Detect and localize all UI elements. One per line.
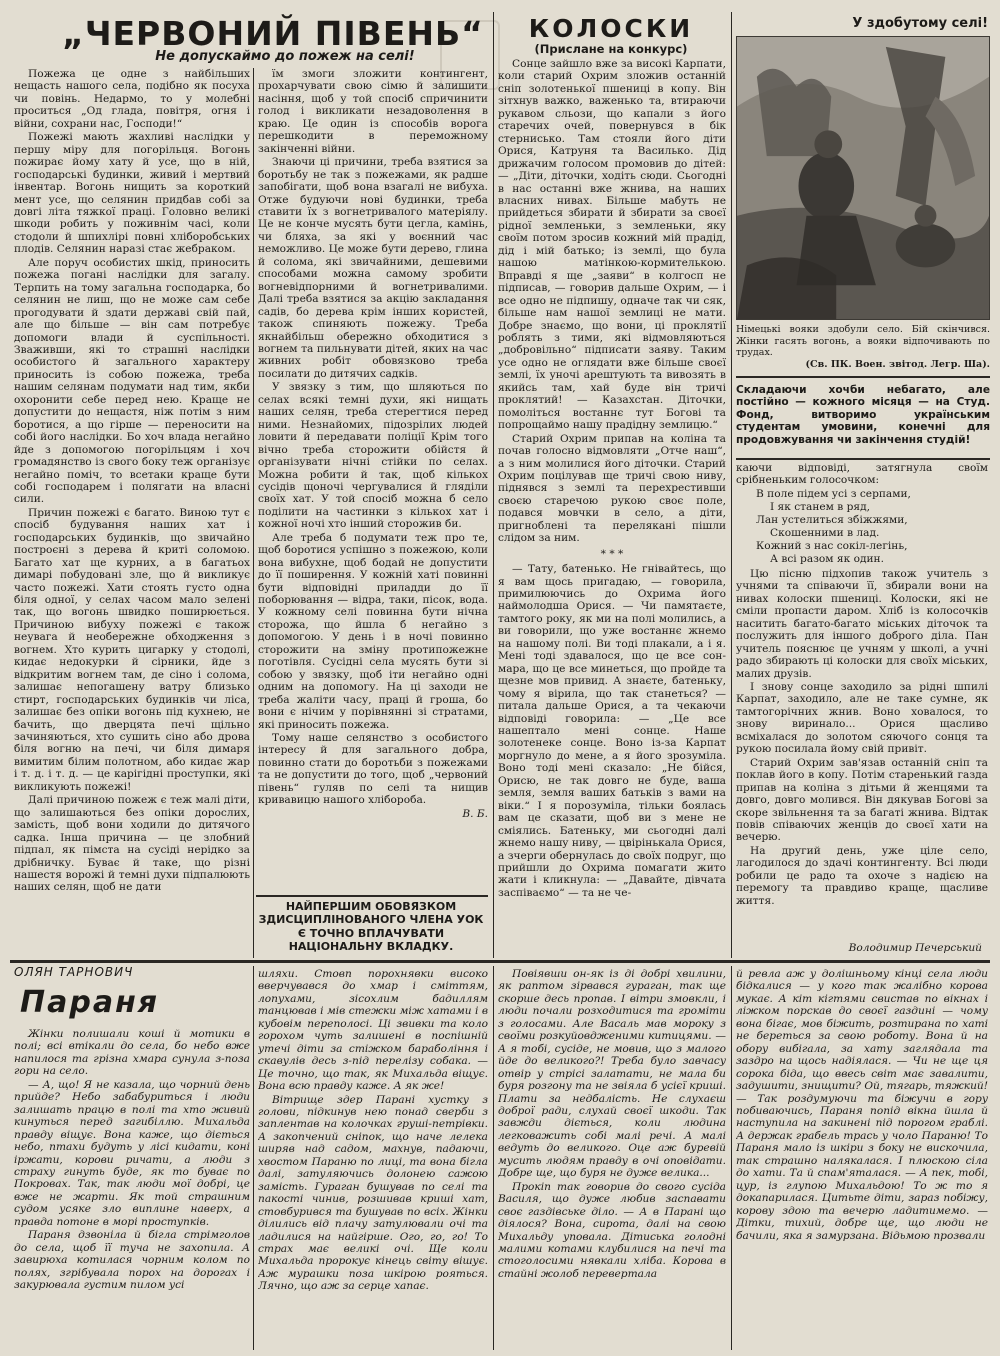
paragraph: Параня дзвоніла й бігла стрімголов до села, щоб її туча не захопила. А завирюха котилася чорним колом по полях, згрібувала порох на дорогах і закурювала густим пилом усі xyxy=(14,1229,250,1292)
paragraph: — А, що! Я не казала, що чорний день прийде? Небо забабуриться і люди залишать працю в полі та хто живий кинуться перед загибіллю. Михальда правду віщує. Вона каже, що діється небо, птахи будуть у лісі кидати, коні іржати, корови ричати, а люди з страху гинуть буде, як то буває по Покровах. Так, так люди мої добрі, це вже не жарти. Як той страшним судом усяке зло виплине наверх, а правда потоне в морі проступків. xyxy=(14,1078,250,1228)
duty-notice: НАЙПЕРШИМ ОБОВЯЗКОМ ЗДИСЦИПЛІНОВАНОГО ЧЛЕНА УОК Є ТОЧНО ВПЛАЧУВАТИ НАЦІОНАЛЬНУ ВКЛАДКУ. xyxy=(258,900,484,954)
parania-column-2 xyxy=(258,968,488,1348)
verse-line: Кожний з нас сокіл-легінь, xyxy=(756,539,908,552)
paragraph: Повіявши он-як із ді добрі хвилини, як раптом зірвався гураган, так ще скорше десь пропав. І вітри змовкли, і люди почали розходитися та громіти з голосами. Але Васаль мав мороку з своїми розкуйовдженими китицями. — А я тобі, сусіде, не мовив, що з малого йде до великого?! Треба було завчасу отвір у стрісі залатати, не мала би буря розгону та не звіяла б усієї криші. Плати за недбалість. Не слухаєш доброї ради, слухай своєї шкоди. Так завжди діється, коли людина легковажить собі малі речі. А малі ведуть до великого. Оце аж буревій мусить людям правду в очі оповідати. Добре ще, що буря не дуже велика... xyxy=(498,968,726,1180)
paragraph: їм змоги зложити контингент, прохарчувати свою сімю й залишити насіння, щоб у той спосіб спричинити голод і викликати незадоволення в краю. Це один із способів ворога перешкодити в переможному закінченні війни. xyxy=(258,68,488,155)
kolosky-signature: Володимир Печерський xyxy=(848,942,982,954)
column-rule xyxy=(493,966,494,1350)
village-photo-title: У здобутому селі! xyxy=(852,16,988,31)
paragraph: У звязку з тим, що шляються по селах всякі темні духи, які нищать наших селян, треба стерегтися перед ними. Незнайомих, підозрілих людей ловити й передавати поліції Крім того вічно треба сторожити обійстя й організувати нічні стійки по селах. Можна робити й так, щоб кількох сусідів щоночі чергувалися й гляділи своїх хат. У той спосіб можна б село поділити на частинки з кількох хат і кожної ночі хто інший сторожив би. xyxy=(258,381,488,531)
paragraph: Пожежі мають жахливі наслідки у першу міру для погорільця. Вогонь пожирає йому хату й усе, що в ній, господарські будинки, живий і мертвий інвентар. Вогонь нищить за короткий мент усе, що селянин придбав собі за довгі літа тяжкої праці. Головно великі шкоди робить у поживнім часі, коли стодоли й шпихлірі повні хліборобських плодів. Селянин наразі стає жебраком. xyxy=(14,131,250,256)
verse-line: В поле підем усі з серпами, xyxy=(756,487,911,500)
paragraph: Цю пісню підхопив також учитель з учнями та співаючи її, збирали вони на нивах колоски пшениці. Колоски, які не сміли пропасти даром. Хліб із колосочків наситить багато-багато міських діточок та послужить для іншого доброго діла. Пан учитель пояснює це учням у школі, а учні радо збирають ці колоски для своїх міських, малих друзів. xyxy=(736,567,988,680)
paragraph: Жінки полишали коші й мотики в полі; всі втікали до села, бо небо вже напилося та грізна хмара сунула з-поза гори на село. xyxy=(14,1028,250,1078)
parania-column-1 xyxy=(14,1028,250,1348)
kolosky-column-1 xyxy=(498,58,726,958)
paragraph: Далі причиною пожеж є теж малі діти, що залишаються без опіки дорослих, замість, щоб вони ходили до дитячого садка. Інша причина — це злобний підпал, як пімста на сусіді нерідко за дрібничку. Буває й таке, що різні нашестя ворожі й темні духи підпалюють наших селян, щоб не дати xyxy=(14,794,250,894)
paragraph: На другий день, уже ціле село, лагодилося до здачі контингенту. Всі люди робили це радо та охоче з надією на перемогу та правдиво краще, щасливе життя. xyxy=(736,844,988,907)
paragraph: Причин пожежі є багато. Виною тут є спосіб будування наших хат і господарських будинків, що звичайно построєні з дерева й криті соломою. Багато хат ще курних, а в багатьох димарі побудовані зле, що й викликує часто пожежі. Хати стоять густо одна біля одної, у селах часом мало зелені так, що вогонь швидко поширюється. Причиною вибуху пожежі є також неувага й необережне обходження з вогнем. Хто курить цигарку у стодолі, кидає недокурки й сірники, йде з відкритим вогнем там, де сіно і солома, залишає непогашену ватру близько стирт, господарських будинків чи ліса, залишає без опіки вогонь під кухнею, не бачить, що дверцята печі щільно зачиняються, хто сушить сіно або дрова біля вогню на печі, чи біля димаря вимитим білим полотном, або кидає жар і т. д. і т. д. — це карігідні проступки, які викликують пожежі! xyxy=(14,506,250,793)
paragraph: шляхи. Стовп порохнявки високо вверчувався до хмар і сміттям, лопухами, зісохлим бадиллям танцював і мів стежки між хатами і в кубовім переполосі. Ці звивки та коло горохом чуть залишені в поспішній утечі діти за стіжком барабоління і скавулів десь з-під перелізу собака. — Це точно, що так, як Михальда віщує. Вона всю правду каже. А як же! xyxy=(258,968,488,1093)
column-rule xyxy=(253,966,254,1350)
rooster-article-subtitle: Не допускаймо до пожеж на селі! xyxy=(155,49,415,64)
parania-column-4 xyxy=(736,968,988,1348)
column-rule xyxy=(253,68,254,958)
paragraph: Сонце зайшло вже за високі Карпати, коли старий Охрим зложив останній сніп золотенької пшениці в копу. Він зітхнув важко, важенько та, втираючи рукавом сльози, що капали з його старечих очей, повернувся в бік стернисько. Там стояли його діти Орися, Катруня та Василько. Дід дрижачим голосом промовив до дітей: — „Діти, діточки, ходіть сюди. Сьогодні в нас останні вже жнива, на наших власних нивах. Більше мабуть не прийдеться збирати й збирати за своєї рідної земленьки, з земленьки, яку своїм потом зросив кожний мій прадід, дід і мій батько; із землі, що була нашою матінкою-кормителькою. Вправді я ще „заяви“ в колгосп не підписав, — говорив дальше Охрим, — і все одно не підпишу, одначе так чи сяк, більше нам нашої землиці не мати. Добре знаємо, що вони, ці проклятії роблять з тими, які відмовляються „добровільно“ підписати заяву. Таким усе одно не оглядати вже більше своєї землі, їх уночі арештують та вивозять в якийсь там, хай буде він тричі проклятий! — Казахстан. Діточки, помоліться востаннє тут Богові та попрощаймо нашу прадідну землицю.“ xyxy=(498,58,726,432)
paragraph: — Тату, батенько. Не гнівайтесь, що я вам щось пригадаю, — говорила, примилюючись до Охрима його наймолодша Орися. — Чи памятаєте, тамтого року, як ми на полі молились, а ви говорили, що уже востаннє жнемо на нашому полі. Ви тоді плакали, а і я. Мені тоді здавалося, що це все сон-мара, що це все минеться, що пройде та щезне мов привид. А знаєте, батеньку, чому я вірила, що так станеться? — питала дальше Орися, а та чекаючи відповіді говорила: — „Це все нашептало мені сонце. Наше золотенеке сонце. Воно із-за Карпат моргнуло до мене, а я його зрозуміла. Воно тоді мені сказало: „Не бійся, Орисю, не так довго не буде, ваша земля, земля ваших батьків з вами на віки.“ І я порозуміла, тільки боялась вам це сказати, щоб ви з мене не сміялись. Батеньку, ми сьогодні далі жнемо нашу ниву, — цвірінькала Орися, а зчерги обернулась до своїх подруг, що прийшли до Охрима помагати жито жати і кликнула: — „Давайте, дівчата заспіваємо“ — та не че- xyxy=(498,563,726,899)
parania-title: Параня xyxy=(20,985,160,1020)
column-rule xyxy=(731,12,732,958)
parania-column-3 xyxy=(498,968,726,1348)
paragraph: Пожежа це одне з найбільших нещасть нашого села, подібно як посуха чи повінь. Недармо, то у молебні проситься „Од глада, повітря, огня і війни, сохрани нас, Господи!“ xyxy=(14,68,250,130)
war-photo xyxy=(736,36,990,320)
verse-line: І як станем в ряд, xyxy=(770,500,870,513)
war-photo-image xyxy=(737,37,989,319)
section-break: * * * xyxy=(600,547,624,560)
photo-caption xyxy=(736,324,990,370)
paragraph: Але поруч особистих шкід, приносить пожежа погані наслідки для загалу. Терпить на тому загальна господарка, бо селянин не лиш, що не може сам себе прогодувати й здати державі свій пай, але що більше — він сам потребує допомоги влади й суспільності. Зваживши, які то страшні наслідки особистого й загального характеру приносить із собою пожежа, треба нашим селянам подумати над тим, якби охоронити себе перед нею. Краще не допустити до нещастя, ніж потім з ним боротися, а що гірше — переносити на собі його наслідки. Бо хоч влада негайно йде з допомогою погорільцям і хоч громадянство із свого боку теж організує негайно поміч, то всетаки краще бути собі господарем і полягати на власні сили. xyxy=(14,256,250,506)
rooster-signature: В. Б. xyxy=(462,807,488,820)
notice-rule-top xyxy=(256,895,488,897)
notice-rule-top xyxy=(736,376,990,378)
caption-text: Німецькі вояки здобули село. Бій скінчився. Жінки гасять вогонь, а вояки відпочивають по трудах. xyxy=(736,324,990,358)
paragraph: Тому наше селянство з особистого інтересу й для загального добра, повинно стати до боротьби з пожежами та не допустити до того, щоб „червоний півень“ гуляв по селі та нищив кривавицю нашого хлібороба. xyxy=(258,732,488,807)
verse-line: А всі разом як один. xyxy=(770,552,884,565)
paragraph: Але треба б подумати теж про те, щоб боротися успішно з пожежою, коли вона вибухне, щоб бодай не допустити до її поширення. У кожній хаті повинні бути відповідні приладди до її поборювання — відра, таки, пісок, вода. У кожному селі повинна бути нічна сторожа, що йшла б негайно з допомогою. У день і в ночі повинно сторожити на зміну протипожежне поготівля. Сусідні села мусять бути зі собою у звязку, щоб іти негайно одні одним на допомогу. На ці заходи не треба жаліти часу, праці й гроша, бо вони є нічим у порівнянні зі стратами, які приносить пожежа. xyxy=(258,531,488,731)
kolosky-article-title: КОЛОСКИ xyxy=(528,14,694,43)
paragraph: каючи відповіді, затягнула своїм срібненьким голосочком: xyxy=(736,462,988,487)
paragraph: І знову сонце заходило за рідні шпилі Карпат, заходило, але не таке сумне, як тамтогорічних жнив. Воно ховалося, то знову виринало... Орися щасливо всміхалася до золотом сяючого сонця та рукою посилала йому свій привіт. xyxy=(736,680,988,756)
column-rule xyxy=(493,12,494,958)
student-fund-notice: Складаючи хочби небагато, але постійно — кожного місяця — на Студ. Фонд, витворимо українським студентам умовини, конечні для продовжування чи закінчення студій! xyxy=(736,384,990,446)
paragraph: Знаючи ці причини, треба взятися за боротьбу не так з пожежами, як радше запобігати, щоб вона взагалі не вибуха. Отже будуючи нові будинки, треба ставити їх з вогнетривалого матеріялу. Це не конче мусять бути цегла, камінь, чи бляха, за які у воєнний час неможливо. Це може бути дерево, глина й солома, які звичайними, дешевими способами можна самому зробити вогневідпорними й вогнетривалими. Далі треба взятися за акцію закладання садів, бо дерева крім інших користей, також спиняють пожежу. Треба якнайбільш обережно обходитися з вогнем та пильнувати дітей, яких на час живних робіт обовязково треба посилати до дитячих садків. xyxy=(258,156,488,380)
paragraph: Старий Охрим зав'язав останній сніп та поклав його в копу. Потім старенький газда припав на коліна з дітьми й женцями та довго, довго молився. Він дякував Богові за скоре звільнення та за багаті жнива. Відтак повів співаючих женців до своєї хати на вечерю. xyxy=(736,756,988,844)
paragraph: Вітрище здер Парані хустку з голови, підкинув нею понад сверби з заплентав на колочках груші-петрівки. А закопчений сніпок, що наче лелека ширяв над садом, махнув, падаючи, хвостом Параню по лиці, та вона бігла далі, затуляючись долонею сажою замість. Гураган бушував по селі та пакості чинив, розшивав криші хат, стовбурився та бушував по всіх. Жінки ділились від плачу затулювали очі та ладилися на найгірше. Ого, го, го! То страх має великі очі. Ще коли Михальда пророкує кінець світу вішує. Аж мурашки поза шкірою рояться. Лячно, що аж за серце хапає. xyxy=(258,1093,488,1293)
rooster-column-2 xyxy=(258,68,488,894)
verse-line: Лан устелиться збіжжями, xyxy=(756,513,908,526)
caption-source: (Св. ПК. Воен. звітод. Легр. Ша). xyxy=(805,358,990,370)
rooster-article-title: „ЧЕРВОНИЙ ПІВЕНЬ“ xyxy=(62,14,484,53)
verse-line: Скошенними в лад. xyxy=(770,526,880,539)
song-verse xyxy=(736,488,988,566)
paragraph: Прокіп так говорив до свого сусіда Василя, що дуже любив заспавати своє газдівське діло. — А в Парані що діялося? Вона, сирота, далі на свою Михальду уповала. Дітиська голодні малими котами клубилися на печі та стоголосими нявкали хліба. Корова в стайні жолоб перевертала xyxy=(498,1180,726,1280)
paragraph: й ревла аж у долішньому кінці села люди бідкалися — у кого так жалібно корова мукає. А кіт кігтями свистав по вікнах і ліжком порскав до своєї газдині — чому вона бігає, мов біжить, розтирана по хаті не береться за свою роботу. Вона й на обору вибігала, за хату заглядала та заздро на щось надіялася. — Чи не ще ця сорока біда, що ввесь світ має завалити, задушити, знищити? Ой, тягарь, тяжкий! — Так роздумуючи та біжучи в гору побиваючись, Параня попід вікна йшла й наступила на закинені під порогом граблі. А держак грабель трась у чоло Параню! То Параня мало із шкіри з боку не вискочила, так страшно налякалася. І плюскою сіла до хати. Та й спам'яталася. — А пек, тобі, цур, із глупою Михальдою! То ж то я докапарилася. Цитьте діти, зараз побіжу, корову здою та вечерю ладитимемо. — Дітки, тихий, добре ще, що люди не бачили, яка я замурзана. Відьмою прозвали xyxy=(736,968,988,1242)
notice-rule-bottom xyxy=(736,458,990,460)
kolosky-article-subtitle: (Прислане на конкурс) xyxy=(534,42,688,56)
kolosky-column-2 xyxy=(736,462,988,942)
paragraph: Старий Охрим припав на коліна та почав голосно відмовляти „Отче наш“, а з ним молилися його діточки. Старий Охрим поцілував ще тричі свою ниву, піднявся з землі та перехрестивши своєю старечою рукою своє поле, подався мовчки в село, а діти, пригноблені та перелякані пішли слідом за ним. xyxy=(498,432,726,545)
parania-author: ОЛЯН ТАРНОВИЧ xyxy=(14,965,134,979)
rooster-column-1 xyxy=(14,68,250,960)
section-divider xyxy=(10,960,990,963)
column-rule xyxy=(731,966,732,1350)
